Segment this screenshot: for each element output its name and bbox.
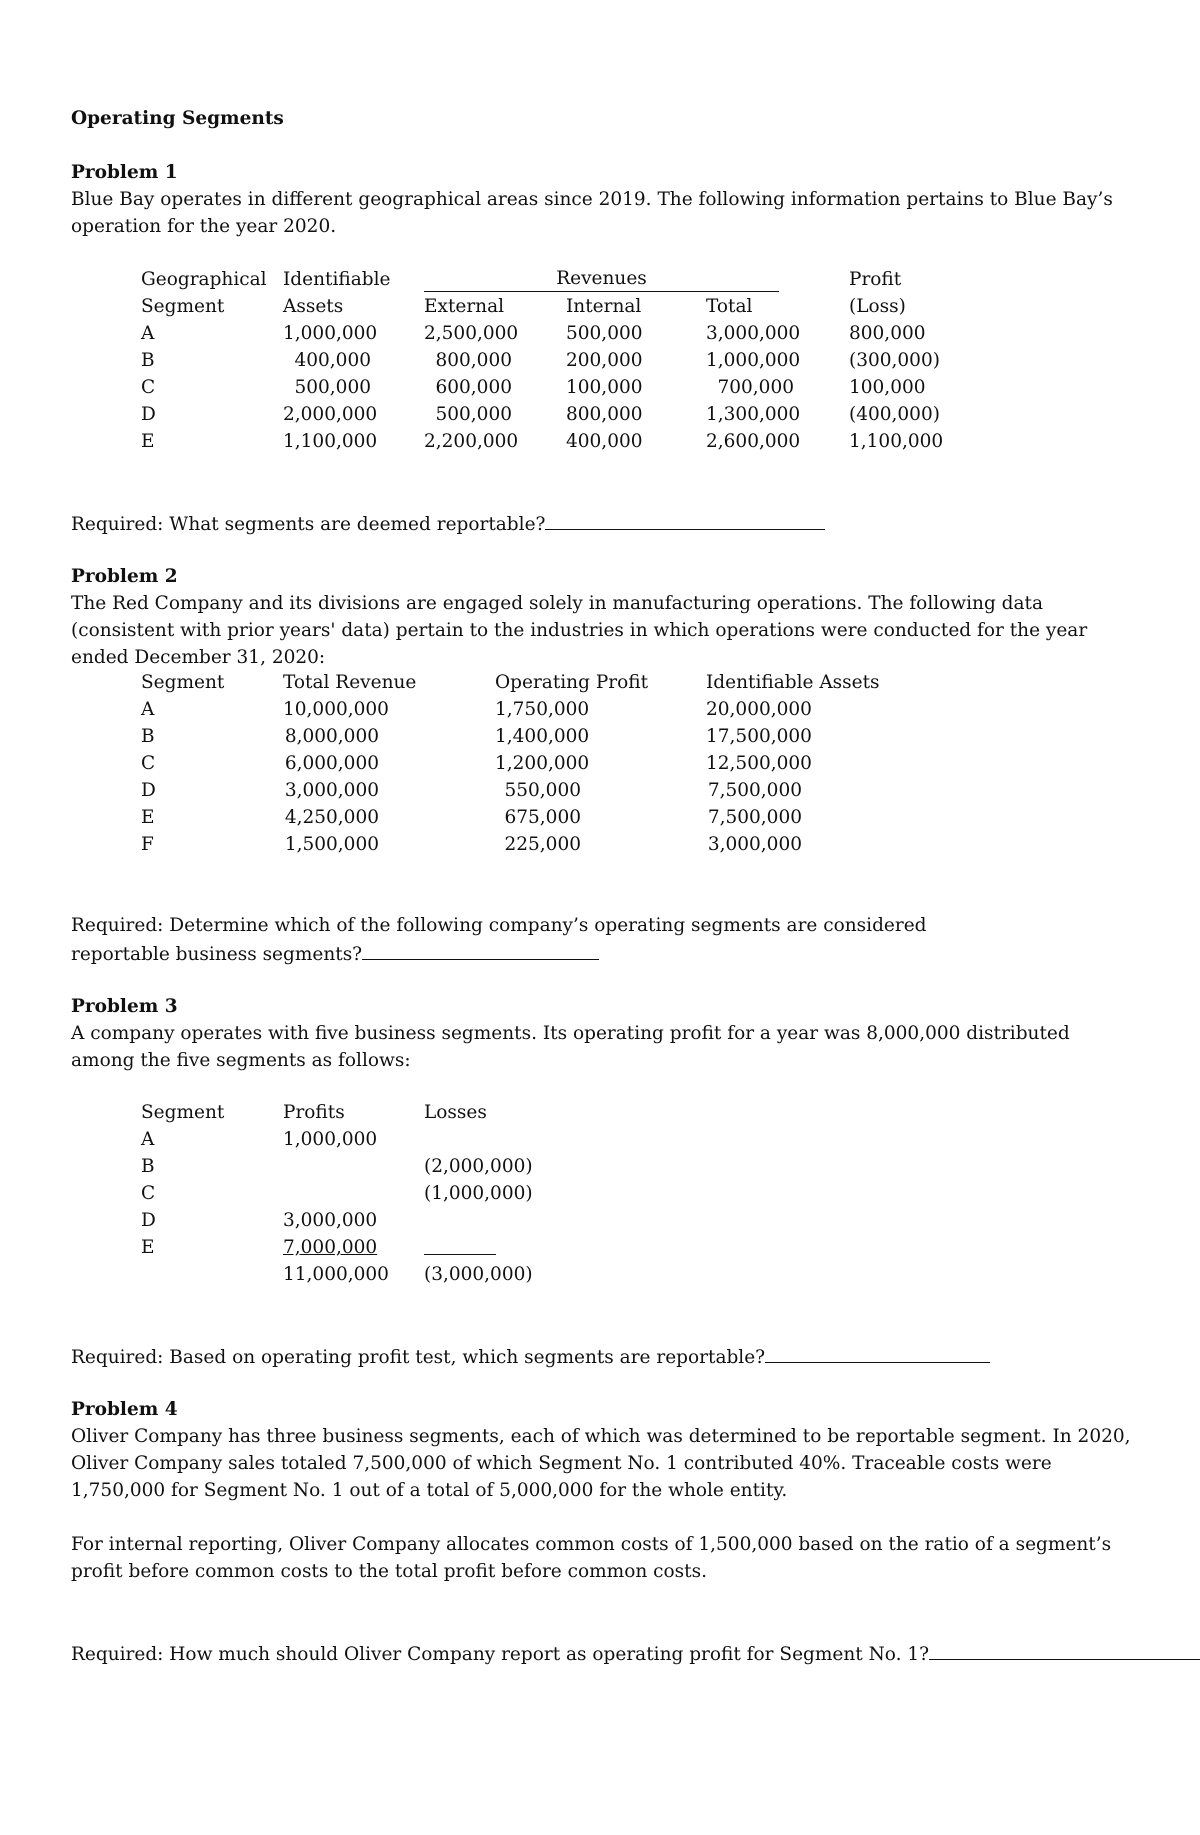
p1-header-geo-2: Segment (141, 296, 225, 317)
p3-header-profits: Profits (283, 1102, 345, 1123)
p1-row-profit: 100,000 (849, 377, 926, 398)
p3-row-seg: B (141, 1156, 155, 1177)
p1-row-external: 2,200,000 (424, 431, 519, 452)
p1-header-profit-1: Profit (849, 269, 902, 290)
p1-row-internal: 500,000 (566, 323, 643, 344)
p1-row-external: 2,500,000 (424, 323, 519, 344)
p1-row-internal: 200,000 (566, 350, 643, 371)
p2-row-profit: 225,000 (504, 834, 581, 855)
p2-row-seg: C (141, 753, 156, 774)
document-title: Operating Segments (71, 108, 284, 129)
problem-4-heading: Problem 4 (71, 1399, 178, 1420)
p2-header-seg: Segment (141, 672, 225, 693)
p1-header-total: Total (706, 296, 753, 317)
problem-3-required-text: Required: Based on operating profit test, which segments are reportable? (71, 1347, 766, 1368)
p1-header-external: External (424, 296, 505, 317)
p1-header-internal: Internal (566, 296, 642, 317)
problem-4-required (71, 1639, 1200, 1668)
p1-row-internal: 400,000 (566, 431, 643, 452)
p1-row-assets: 500,000 (294, 377, 371, 398)
p1-row-assets: 1,000,000 (283, 323, 378, 344)
p2-row-profit: 1,200,000 (495, 753, 590, 774)
p2-row-seg: E (141, 807, 155, 828)
p1-row-total: 1,300,000 (706, 404, 801, 425)
p1-row-total: 2,600,000 (706, 431, 801, 452)
problem-2-required-line-1: Required: Determine which of the following company’s operating segments are considered (71, 915, 927, 936)
problem-4-paragraph-2: For internal reporting, Oliver Company allocates common costs of 1,500,000 based on the ratio of a segment’s profit before common costs to the total profit before common costs. (71, 1534, 1112, 1582)
p2-row-seg: B (141, 726, 155, 747)
problem-2-heading: Problem 2 (71, 566, 178, 587)
p2-row-assets: 7,500,000 (707, 807, 802, 828)
problem-1-answer-blank[interactable] (545, 509, 825, 530)
p1-row-external: 600,000 (435, 377, 512, 398)
problem-2-required-text: reportable business segments? (71, 944, 363, 965)
p3-header-losses: Losses (424, 1102, 487, 1123)
problem-3-heading: Problem 3 (71, 996, 178, 1017)
p1-row-total: 700,000 (717, 377, 794, 398)
problem-4-answer-blank[interactable] (929, 1639, 1200, 1660)
p1-row-seg: B (141, 350, 155, 371)
p3-row-profit: 7,000,000 (283, 1237, 378, 1258)
p2-header-profit: Operating Profit (495, 672, 649, 693)
p3-row-profit: 3,000,000 (283, 1210, 378, 1231)
p1-row-total: 1,000,000 (706, 350, 801, 371)
p1-row-total: 3,000,000 (706, 323, 801, 344)
p1-header-assets-2: Assets (283, 296, 344, 317)
problem-2-required (71, 939, 599, 968)
p3-header-seg: Segment (141, 1102, 225, 1123)
p2-row-revenue: 8,000,000 (284, 726, 379, 747)
p2-row-assets: 12,500,000 (706, 753, 812, 774)
p1-header-revenues: Revenues (424, 266, 779, 292)
p3-total-loss: (3,000,000) (424, 1264, 533, 1285)
p1-row-internal: 800,000 (566, 404, 643, 425)
p2-row-seg: A (141, 699, 155, 720)
p3-loss-total-rule (424, 1234, 496, 1255)
p1-row-seg: D (141, 404, 156, 425)
problem-4-intro: Oliver Company has three business segments, each of which was determined to be reportable segment. In 2020, Oliver Company sales totaled 7,500,000 of which Segment No. 1 contributed 40%. Traceable costs were 1,750,000 for Segment No. 1 out of a total of 5,000,000 for the whole entity. (71, 1426, 1131, 1501)
problem-1-required-text: Required: What segments are deemed reportable? (71, 514, 546, 535)
p1-header-geo-1: Geographical (141, 269, 267, 290)
p2-row-profit: 550,000 (504, 780, 581, 801)
problem-1-required (71, 509, 825, 538)
p2-row-assets: 17,500,000 (706, 726, 812, 747)
problem-3-intro: A company operates with five business segments. Its operating profit for a year was 8,000,000 distributed among the five segments as follows: (71, 1023, 1070, 1071)
problem-3-answer-blank[interactable] (765, 1342, 990, 1363)
p1-row-assets: 2,000,000 (283, 404, 378, 425)
p3-row-loss: (2,000,000) (424, 1156, 533, 1177)
p2-header-revenue: Total Revenue (283, 672, 417, 693)
p1-row-profit: (400,000) (849, 404, 940, 425)
p1-row-external: 800,000 (435, 350, 512, 371)
p2-row-revenue: 4,250,000 (284, 807, 379, 828)
problem-3-required (71, 1342, 990, 1371)
problem-2-intro: The Red Company and its divisions are engaged solely in manufacturing operations. The following data (consistent with prior years' data) pertain to the industries in which operations were conducted for the year ended December 31, 2020: (71, 593, 1088, 668)
p1-header-assets-1: Identifiable (283, 269, 391, 290)
problem-1-intro: Blue Bay operates in different geographical areas since 2019. The following information pertains to Blue Bay’s operation for the year 2020. (71, 189, 1113, 237)
p2-row-profit: 675,000 (504, 807, 581, 828)
p3-total-profit: 11,000,000 (283, 1264, 389, 1285)
p2-row-profit: 1,750,000 (495, 699, 590, 720)
p2-row-assets: 20,000,000 (706, 699, 812, 720)
p2-row-revenue: 10,000,000 (283, 699, 389, 720)
p2-row-assets: 7,500,000 (707, 780, 802, 801)
p2-row-seg: D (141, 780, 156, 801)
p2-row-profit: 1,400,000 (495, 726, 590, 747)
p2-row-revenue: 3,000,000 (284, 780, 379, 801)
p3-row-seg: E (141, 1237, 155, 1258)
p2-row-revenue: 1,500,000 (284, 834, 379, 855)
p3-row-seg: C (141, 1183, 156, 1204)
p2-row-assets: 3,000,000 (707, 834, 802, 855)
p1-row-external: 500,000 (435, 404, 512, 425)
p1-row-profit: 800,000 (849, 323, 926, 344)
p3-row-profit: 1,000,000 (283, 1129, 378, 1150)
p1-row-assets: 1,100,000 (283, 431, 378, 452)
problem-4-required-text: Required: How much should Oliver Company report as operating profit for Segment No. 1? (71, 1644, 930, 1665)
p2-header-assets: Identifiable Assets (706, 672, 880, 693)
p2-row-revenue: 6,000,000 (284, 753, 379, 774)
problem-2-answer-blank[interactable] (362, 939, 599, 960)
p1-header-profit-2: (Loss) (849, 296, 906, 317)
p1-row-profit: 1,100,000 (849, 431, 944, 452)
p3-row-seg: D (141, 1210, 156, 1231)
p2-row-seg: F (141, 834, 154, 855)
problem-1-heading: Problem 1 (71, 162, 178, 183)
p1-row-seg: C (141, 377, 156, 398)
p3-row-seg: A (141, 1129, 155, 1150)
p1-row-profit: (300,000) (849, 350, 940, 371)
p1-row-assets: 400,000 (294, 350, 371, 371)
p1-row-internal: 100,000 (566, 377, 643, 398)
p3-row-loss: (1,000,000) (424, 1183, 533, 1204)
p1-row-seg: A (141, 323, 155, 344)
p1-row-seg: E (141, 431, 155, 452)
